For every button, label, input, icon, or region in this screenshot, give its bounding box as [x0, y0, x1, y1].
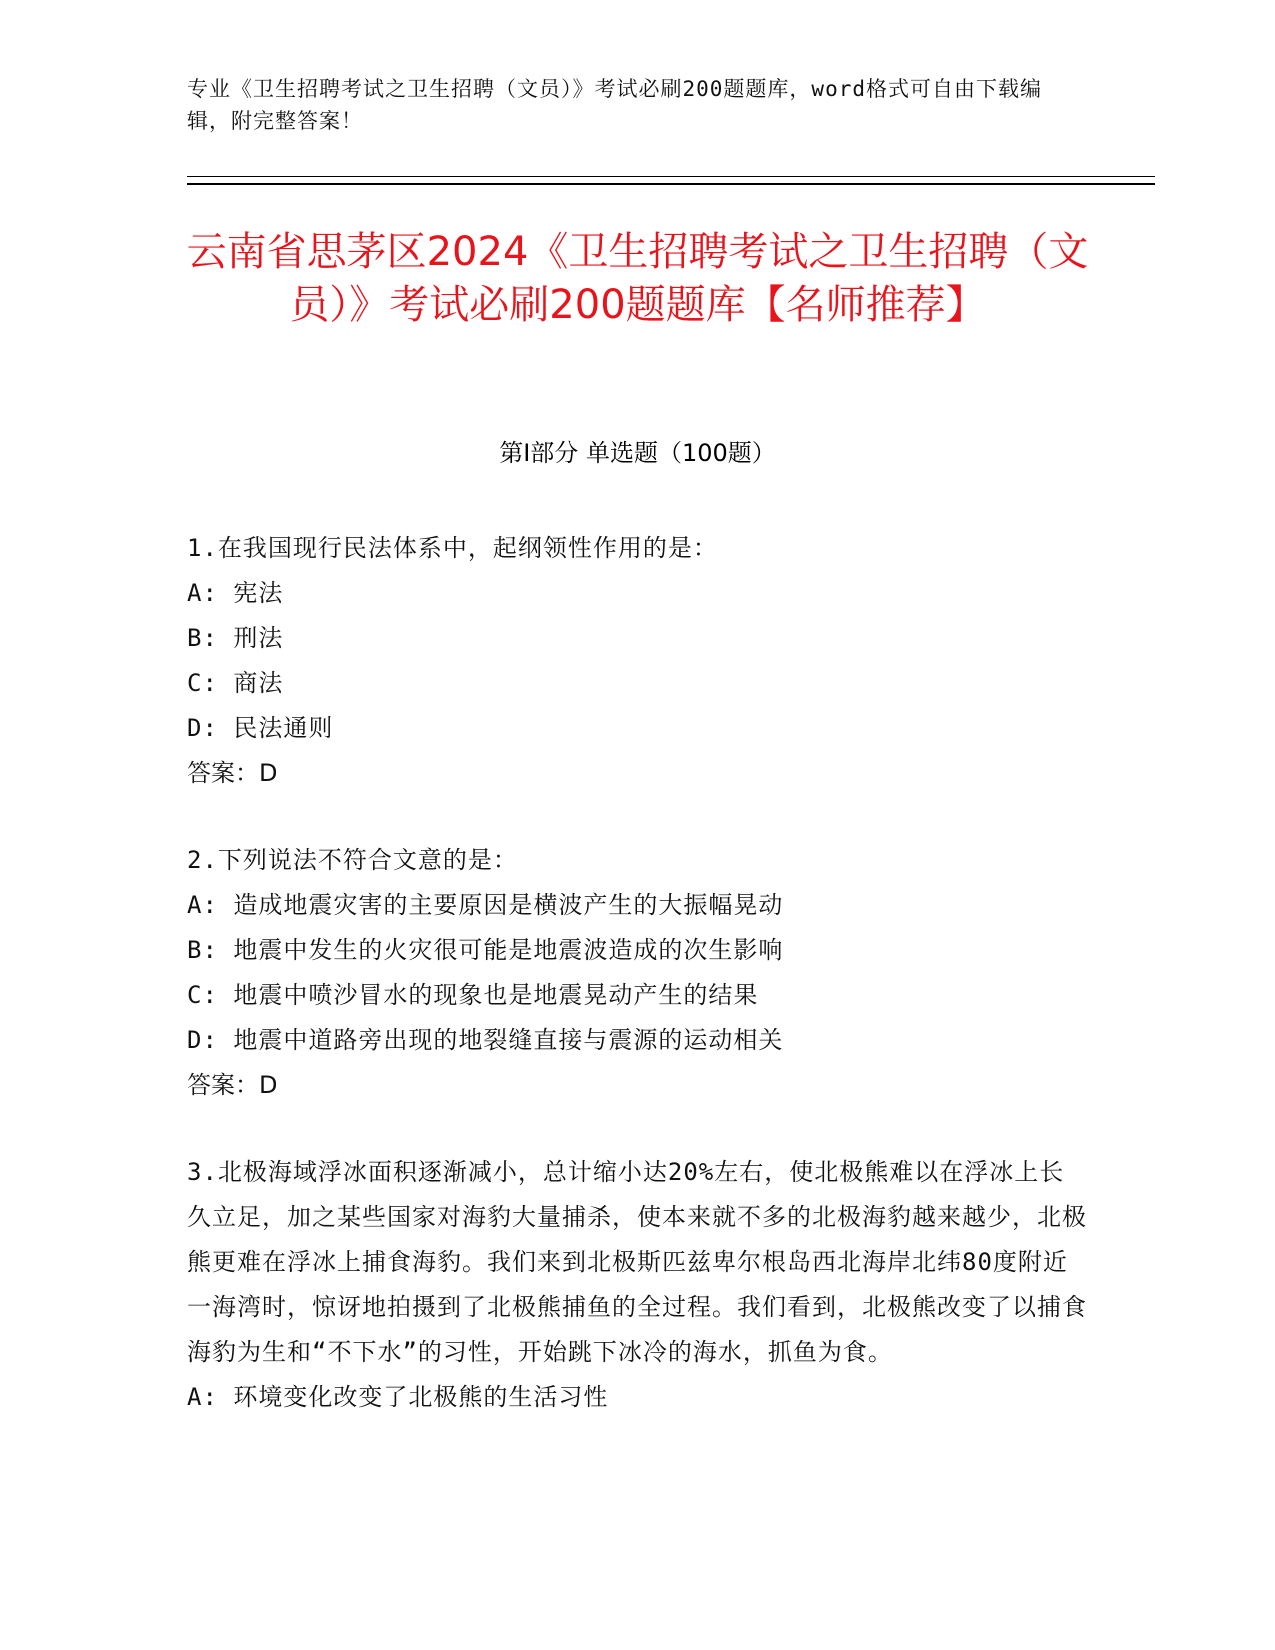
option-a: A: 宪法: [187, 579, 284, 607]
question-1: [187, 526, 1087, 796]
option-b: B: 地震中发生的火灾很可能是地震波造成的次生影响: [187, 936, 784, 964]
answer: 答案：D: [187, 1071, 278, 1099]
question-list: [187, 526, 1087, 1462]
option-d: D: 民法通则: [187, 714, 334, 742]
question-stem: 3.北极海域浮冰面积逐渐减小，总计缩小达20%左右，使北极熊难以在浮冰上长久立足，加之某些国家对海豹大量捕杀，使本来就不多的北极海豹越来越少，北极熊更难在浮冰上捕食海豹。我们来到北极斯匹兹卑尔根岛西北海岸北纬80度附近一海湾时，惊讶地拍摄到了北极熊捕鱼的全过程。我们看到，北极熊改变了以捕食海豹为生和“不下水”的习性，开始跳下冰冷的海水，抓鱼为食。: [187, 1158, 1087, 1366]
header-divider-thin: [187, 176, 1155, 177]
option-d: D: 地震中道路旁出现的地裂缝直接与震源的运动相关: [187, 1026, 784, 1054]
option-c: C: 地震中喷沙冒水的现象也是地震晃动产生的结果: [187, 981, 759, 1009]
question-3: [187, 1150, 1087, 1420]
header-note: 专业《卫生招聘考试之卫生招聘（文员）》考试必刷200题题库，word格式可自由下载编辑，附完整答案！: [187, 77, 1042, 133]
question-stem: 1.在我国现行民法体系中，起纲领性作用的是：: [187, 534, 718, 562]
section-title: 第I部分 单选题（100题）: [499, 439, 776, 467]
option-c: C: 商法: [187, 669, 284, 697]
option-a: A: 造成地震灾害的主要原因是横波产生的大振幅晃动: [187, 891, 784, 919]
answer: 答案：D: [187, 759, 278, 787]
header-divider-thick: [187, 183, 1155, 185]
document-title: 云南省思茅区2024《卫生招聘考试之卫生招聘（文员）》考试必刷200题题库【名师推荐】: [186, 229, 1089, 328]
question-2: [187, 838, 1087, 1108]
option-b: B: 刑法: [187, 624, 284, 652]
option-a: A: 环境变化改变了北极熊的生活习性: [187, 1383, 609, 1411]
question-stem: 2.下列说法不符合文意的是：: [187, 846, 518, 874]
